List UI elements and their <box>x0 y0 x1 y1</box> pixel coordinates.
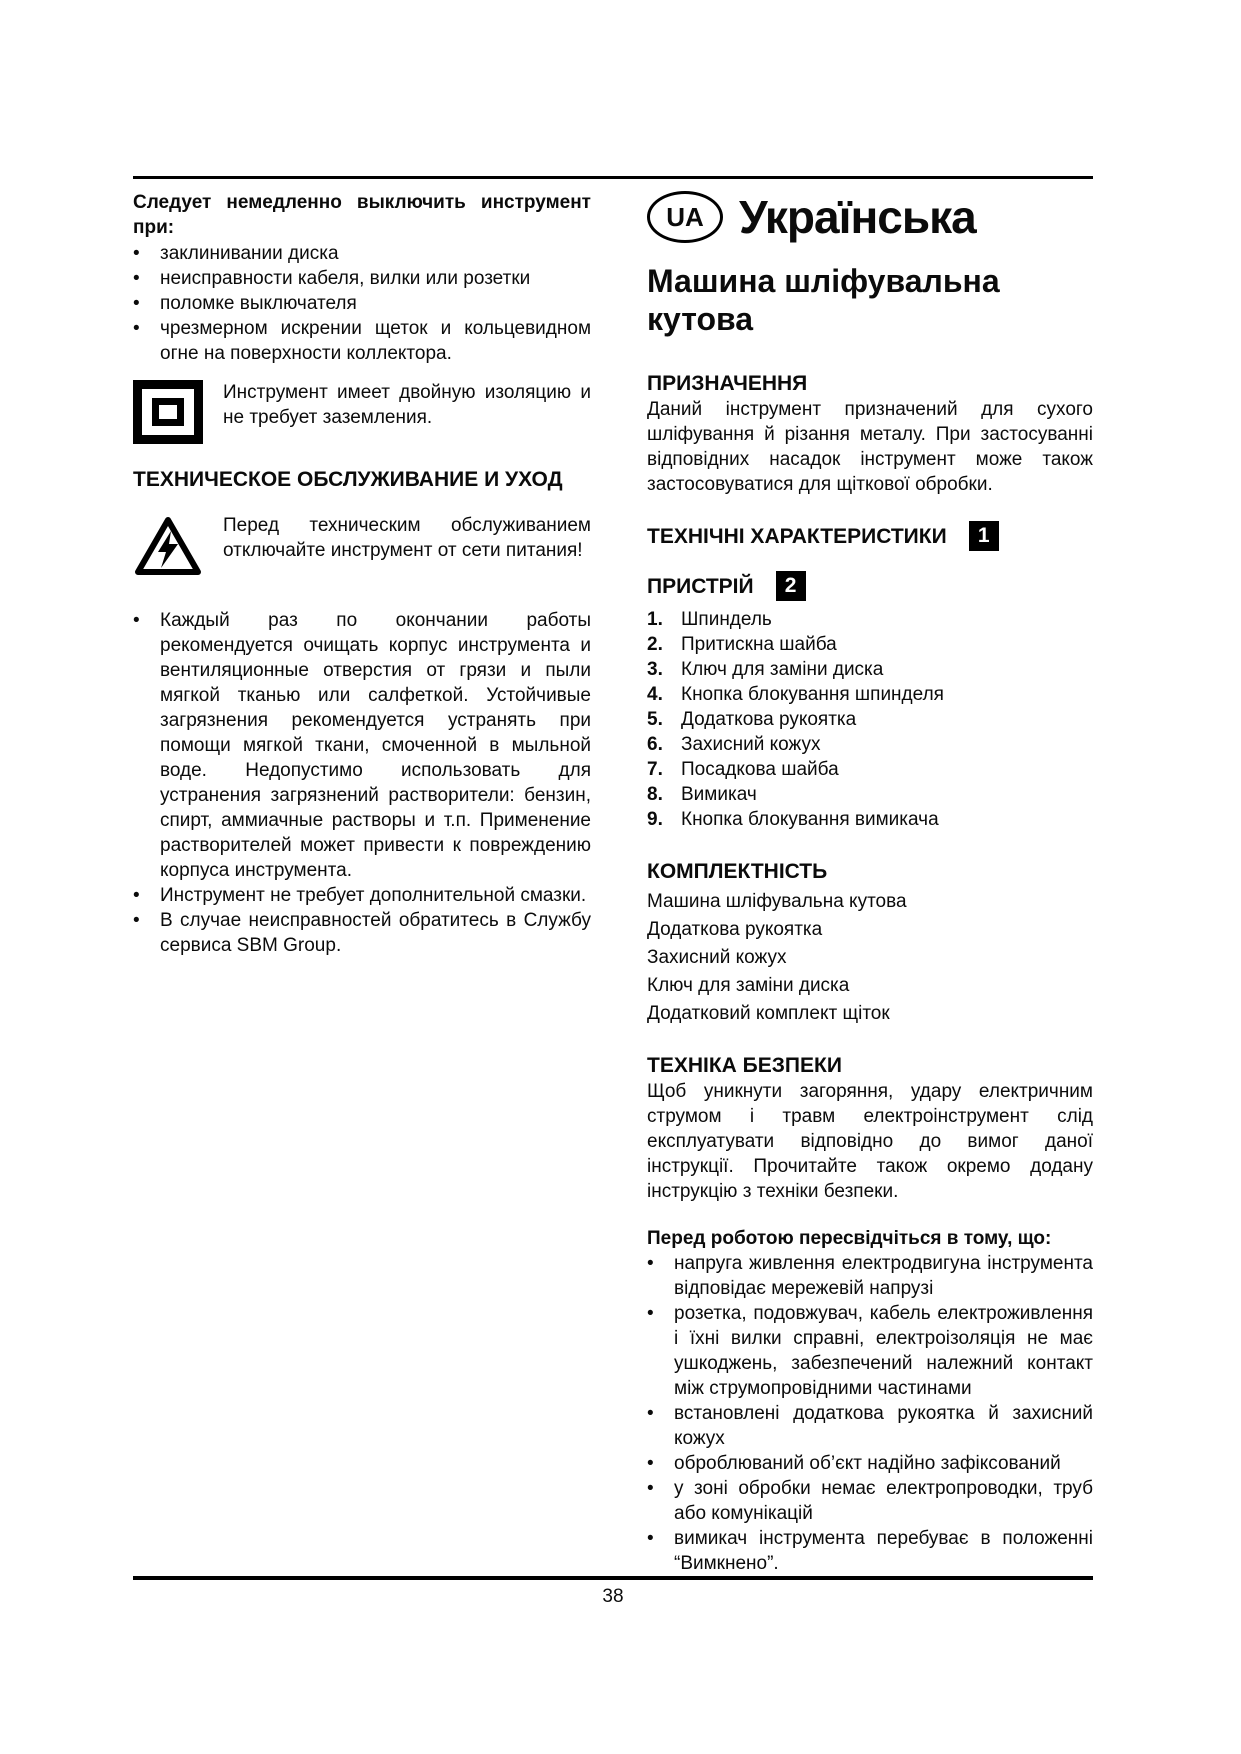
purpose-heading: ПРИЗНАЧЕННЯ <box>647 372 808 395</box>
list-item: • у зоні обробки немає електропроводки, труб або комунікацій <box>647 1476 1093 1526</box>
bullet-icon <box>133 316 160 366</box>
list-item: • розетка, подовжувач, кабель електроживлення і їхні вилки справні, електроізоляція не має ушкоджень, забезпечений належний контакт між струмопровідними частинами <box>647 1301 1093 1401</box>
warning-row <box>133 513 591 582</box>
list-item: • Инструмент не требует дополнительной смазки. <box>133 883 591 908</box>
bullet-icon <box>647 1301 674 1401</box>
bullet-icon <box>647 1476 674 1526</box>
list-item: Ключ для заміни диска <box>647 975 850 996</box>
maintenance-heading: ТЕХНИЧЕСКОЕ ОБСЛУЖИВАНИЕ И УХОД <box>133 468 563 491</box>
item-number: 7. <box>647 759 663 780</box>
list-item: 9. Кнопка блокування вимикача <box>647 809 939 830</box>
device-heading-row <box>647 571 1093 601</box>
stop-list <box>133 241 591 366</box>
item-number: 3. <box>647 659 663 680</box>
language-header <box>647 190 1093 244</box>
list-item: • напруга живлення електродвигуна інструмента відповідає мережевій напрузі <box>647 1251 1093 1301</box>
specs-heading: ТЕХНІЧНІ ХАРАКТЕРИСТИКИ <box>647 524 947 548</box>
list-item: 7. Посадкова шайба <box>647 759 839 780</box>
left-column <box>133 190 591 1576</box>
page-number: 38 <box>602 1586 624 1607</box>
contents-heading: КОМПЛЕКТНІСТЬ <box>647 860 828 883</box>
list-item: • вимикач інструмента перебуває в положенні “Вимкнено”. <box>647 1526 1093 1576</box>
list-item: • заклинивании диска <box>133 241 591 266</box>
list-item: • встановлені додаткова рукоятка й захисний кожух <box>647 1401 1093 1451</box>
safety-checklist <box>647 1251 1093 1576</box>
list-item: 3. Ключ для заміни диска <box>647 659 884 680</box>
item-number: 1. <box>647 609 663 630</box>
bullet-icon <box>133 608 160 883</box>
list-item: Додаткова рукоятка <box>647 919 823 940</box>
contents-list <box>647 888 1093 1028</box>
bullet-icon <box>133 883 160 908</box>
bullet-icon <box>133 266 160 291</box>
page-body <box>133 190 1093 1576</box>
device-heading: ПРИСТРІЙ <box>647 574 754 598</box>
list-item: 1. Шпиндель <box>647 609 772 630</box>
bullet-icon <box>647 1251 674 1301</box>
bullet-icon <box>133 291 160 316</box>
insulation-row <box>133 380 591 444</box>
bullet-icon <box>647 1526 674 1576</box>
list-item: • неисправности кабеля, вилки или розетки <box>133 266 591 291</box>
list-item: • Каждый раз по окончании работы рекомендуется очищать корпус инструмента и вентиляционные отверстия от грязи и пыли мягкой тканью или салфеткой. Устойчивые загрязнения рекомендуется устранять при помощи мягкой ткани, смоченной в мыльной воде. Недопустимо использовать для устранения загрязнений растворители: бензин, спирт, аммиачные растворы и т.п. Применение растворителей может привести к повреждению корпуса инструмента. <box>133 608 591 883</box>
item-number: 4. <box>647 684 663 705</box>
checklist-heading: Перед роботою пересвідчіться в тому, що: <box>647 1228 1052 1249</box>
bullet-icon <box>647 1451 674 1476</box>
list-item: • поломке выключателя <box>133 291 591 316</box>
bullet-icon <box>647 1401 674 1451</box>
list-item: 6. Захисний кожух <box>647 734 821 755</box>
item-number: 8. <box>647 784 663 805</box>
high-voltage-warning-icon <box>133 515 203 577</box>
stop-heading: Следует немедленно выключить инструмент при: <box>133 192 591 238</box>
figure-ref-badge: 1 <box>969 521 999 551</box>
list-item: Додатковий комплект щіток <box>647 1003 890 1024</box>
footer-rule <box>133 1576 1093 1580</box>
insulation-note: Инструмент имеет двойную изоляцию и не требует заземления. <box>223 382 591 428</box>
ua-language-badge: UA <box>647 191 723 243</box>
double-insulation-icon <box>133 380 203 444</box>
bullet-icon <box>133 241 160 266</box>
header-rule <box>133 176 1093 179</box>
list-item: • чрезмерном искрении щеток и кольцевидном огне на поверхности коллектора. <box>133 316 591 366</box>
device-list <box>647 607 1093 832</box>
product-title: Машина шліфувальна кутова <box>647 263 1000 337</box>
right-column <box>647 190 1093 1576</box>
list-item: • В случае неисправностей обратитесь в Службу сервиса SBM Group. <box>133 908 591 958</box>
item-number: 2. <box>647 634 663 655</box>
figure-ref-badge: 2 <box>776 571 806 601</box>
language-title: Українська <box>739 191 976 243</box>
item-number: 9. <box>647 809 663 830</box>
list-item: Машина шліфувальна кутова <box>647 891 907 912</box>
list-item: Захисний кожух <box>647 947 787 968</box>
list-item: 2. Притискна шайба <box>647 634 837 655</box>
list-item: 5. Додаткова рукоятка <box>647 709 857 730</box>
safety-text: Щоб уникнути загоряння, удару електричним струмом і травм електроінструмент слід експлуатувати відповідно до вимог даної інструкції. Прочитайте також окремо додану інструкцію з техніки безпеки. <box>647 1081 1093 1202</box>
specs-heading-row <box>647 521 1093 551</box>
safety-heading: ТЕХНІКА БЕЗПЕКИ <box>647 1054 842 1077</box>
warning-note: Перед техническим обслуживанием отключайте инструмент от сети питания! <box>223 515 591 561</box>
item-number: 5. <box>647 709 663 730</box>
item-number: 6. <box>647 734 663 755</box>
list-item: 4. Кнопка блокування шпинделя <box>647 684 944 705</box>
bullet-icon <box>133 908 160 958</box>
maintenance-list <box>133 608 591 958</box>
list-item: 8. Вимикач <box>647 784 757 805</box>
purpose-text: Даний інструмент призначений для сухого шліфування й різання металу. При застосуванні відповідних насадок інструмент може також застосовуватися для щіткової обробки. <box>647 399 1093 495</box>
list-item: • оброблюваний об’єкт надійно зафіксований <box>647 1451 1093 1476</box>
